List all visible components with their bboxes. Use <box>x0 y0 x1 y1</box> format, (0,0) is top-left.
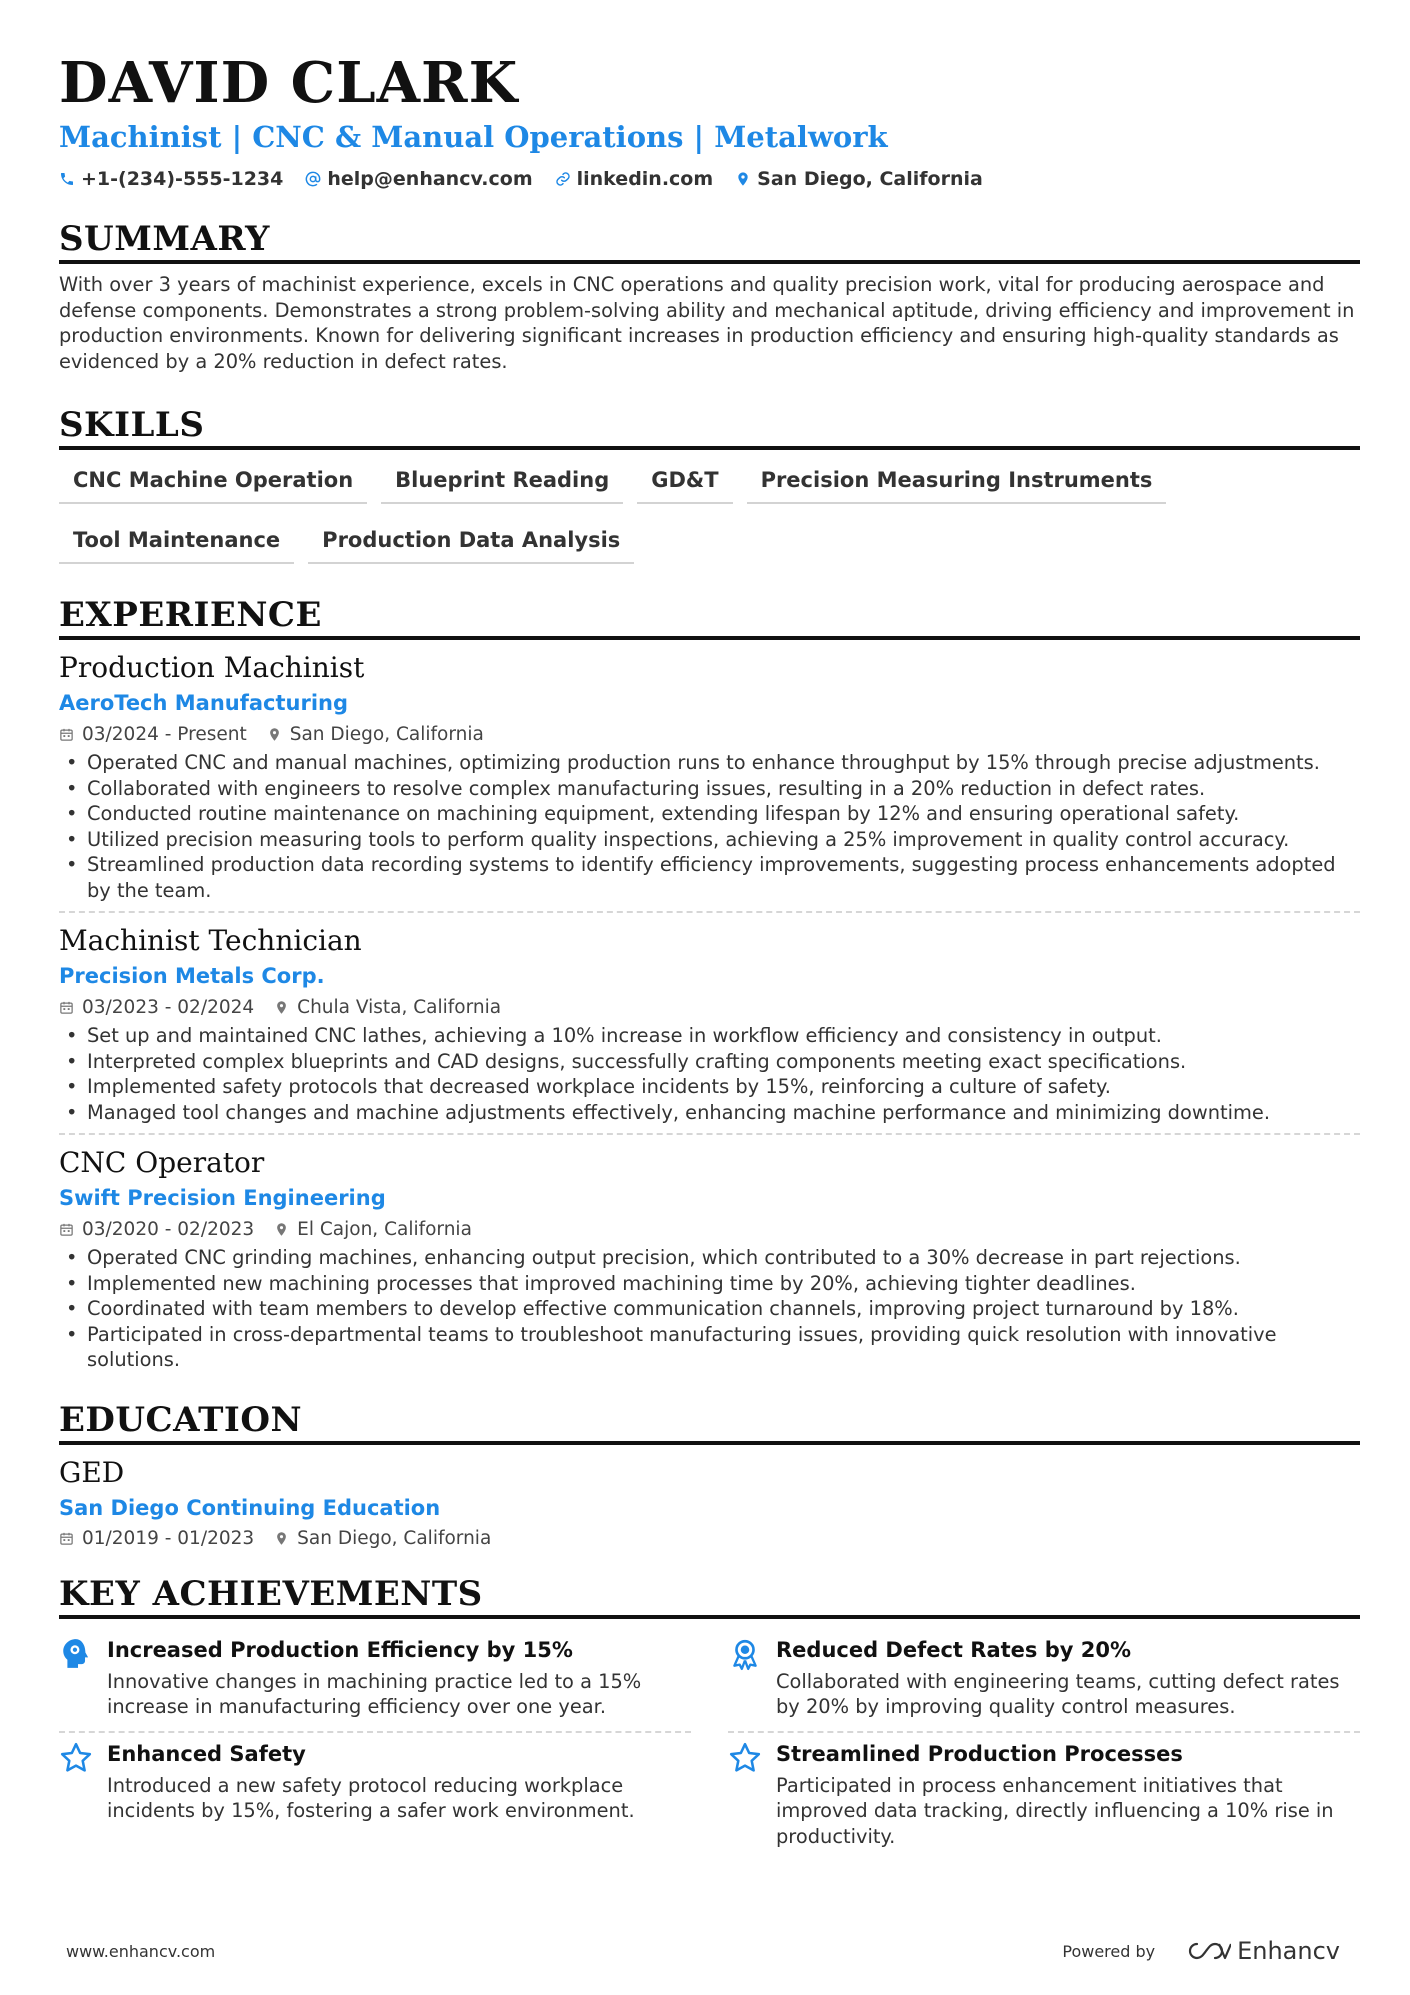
experience-section <box>59 594 1360 1381</box>
skills-list <box>59 458 1360 578</box>
bullet-item: • Interpreted complex blueprints and CAD designs, successfully crafting components meeting exact specifications. <box>59 1049 1360 1075</box>
company-name: Swift Precision Engineering <box>59 1186 386 1210</box>
headline: Machinist | CNC & Manual Operations | Metalwork <box>59 120 888 154</box>
achievement-icon-wrap <box>59 1739 107 1850</box>
award-ribbon-icon <box>728 1637 762 1671</box>
education-dates <box>59 1528 254 1549</box>
brand-name: Enhancv <box>1237 1937 1340 1965</box>
achievement-title: Streamlined Production Processes <box>776 1741 1183 1766</box>
job-meta <box>59 1217 1360 1241</box>
at-sign-icon <box>305 171 321 187</box>
achievement-title: Reduced Defect Rates by 20% <box>776 1637 1132 1662</box>
job-meta <box>59 722 1360 746</box>
star-icon <box>59 1741 93 1775</box>
job-bullets <box>59 1023 1360 1125</box>
bullet-item: • Managed tool changes and machine adjustments effectively, enhancing machine performance and minimizing downtime. <box>59 1100 1360 1126</box>
company-name: AeroTech Manufacturing <box>59 691 349 715</box>
email-text: help@enhancv.com <box>327 168 533 190</box>
skill-tag: CNC Machine Operation <box>59 458 367 504</box>
contact-email[interactable] <box>305 168 532 190</box>
achievement-body <box>776 1739 1360 1850</box>
contact-location <box>735 168 983 190</box>
link-icon <box>555 171 571 187</box>
map-pin-icon <box>267 727 282 742</box>
summary-text: With over 3 years of machinist experience, excels in CNC operations and quality precision work, vital for producing aerospace and defense components. Demonstrates a strong problem-solving ability and mechanical aptitude, driving efficiency and improvement in production environments. Known for delivering significant increases in production efficiency and ensuring high-quality standards as evidenced by a 20% reduction in defect rates. <box>59 273 1355 373</box>
contact-bar <box>59 166 1360 192</box>
experience-heading: EXPERIENCE <box>59 595 322 635</box>
job-title: CNC Operator <box>59 1146 265 1179</box>
skills-heading: SKILLS <box>59 405 205 445</box>
education-meta <box>59 1527 1360 1551</box>
header <box>59 50 1360 192</box>
bullet-item: • Streamlined production data recording systems to identify efficiency improvements, suggesting process enhancements adopted by the team. <box>59 852 1360 903</box>
calendar-icon <box>59 1000 74 1015</box>
dates-text: 03/2024 - Present <box>82 723 247 745</box>
education-location <box>274 1528 491 1549</box>
job-entry <box>59 640 1360 913</box>
job-title: Machinist Technician <box>59 924 362 957</box>
achievement-icon-wrap <box>728 1635 776 1721</box>
bullet-item: • Coordinated with team members to develop effective communication channels, improving project turnaround by 18%. <box>59 1296 1360 1322</box>
skill-tag: Production Data Analysis <box>308 518 634 564</box>
star-icon <box>728 1741 762 1775</box>
company-name: Precision Metals Corp. <box>59 964 325 988</box>
linkedin-text: linkedin.com <box>576 168 714 190</box>
job-location <box>274 1219 472 1240</box>
map-pin-icon <box>274 1222 289 1237</box>
location-text: El Cajon, California <box>297 1218 472 1240</box>
dates-text: 01/2019 - 01/2023 <box>82 1528 255 1549</box>
section-divider <box>59 260 1360 264</box>
bullet-item: • Implemented new machining processes that improved machining time by 20%, achieving tighter deadlines. <box>59 1271 1360 1297</box>
achievement-body <box>107 1635 691 1721</box>
summary-heading: SUMMARY <box>59 219 270 259</box>
achievements-grid <box>59 1629 1360 1860</box>
achievement-title: Enhanced Safety <box>107 1741 306 1766</box>
resume-content <box>59 50 1360 1859</box>
achievement-body <box>776 1635 1360 1721</box>
map-pin-icon <box>735 171 751 187</box>
achievement-item <box>728 1629 1360 1733</box>
skill-tag: Tool Maintenance <box>59 518 294 564</box>
footer <box>66 1937 1340 1965</box>
job-dates <box>59 1219 254 1240</box>
phone-icon <box>59 171 75 187</box>
bullet-item: • Set up and maintained CNC lathes, achieving a 10% increase in workflow efficiency and consistency in output. <box>59 1023 1360 1049</box>
section-divider <box>59 446 1360 450</box>
achievement-icon-wrap <box>728 1739 776 1850</box>
calendar-icon <box>59 727 74 742</box>
school-name: San Diego Continuing Education <box>59 1495 441 1520</box>
calendar-icon <box>59 1531 74 1546</box>
job-title: Production Machinist <box>59 651 365 684</box>
dates-text: 03/2020 - 02/2023 <box>82 1218 255 1240</box>
footer-website[interactable]: www.enhancv.com <box>66 1941 216 1961</box>
calendar-icon <box>59 1222 74 1237</box>
summary-section <box>59 218 1360 374</box>
contact-linkedin[interactable] <box>555 168 714 190</box>
enhancv-logo[interactable] <box>1183 1937 1340 1965</box>
job-dates <box>59 724 247 745</box>
location-text: San Diego, California <box>757 168 983 190</box>
bullet-item: • Collaborated with engineers to resolve complex manufacturing issues, resulting in a 20% reduction in defect rates. <box>59 776 1360 802</box>
education-heading: EDUCATION <box>59 1399 303 1440</box>
candidate-name: DAVID CLARK <box>59 50 519 116</box>
dates-text: 03/2023 - 02/2024 <box>82 996 255 1018</box>
achievement-desc: Introduced a new safety protocol reducing workplace incidents by 15%, fostering a safer work environment. <box>107 1773 635 1822</box>
brain-head-icon <box>59 1637 93 1671</box>
skill-tag: Blueprint Reading <box>381 458 623 504</box>
bullet-item: • Conducted routine maintenance on machining equipment, extending lifespan by 12% and ensuring operational safety. <box>59 801 1360 827</box>
bullet-item: • Participated in cross-departmental teams to troubleshoot manufacturing issues, providing quick resolution with innovative solutions. <box>59 1322 1360 1373</box>
job-location <box>267 724 484 745</box>
location-text: San Diego, California <box>297 1528 492 1549</box>
achievement-item <box>59 1733 691 1860</box>
achievement-body <box>107 1739 691 1850</box>
map-pin-icon <box>274 1000 289 1015</box>
section-divider <box>59 1615 1360 1619</box>
skill-tag: GD&T <box>637 458 732 504</box>
achievement-item <box>59 1629 691 1733</box>
bullet-item: • Operated CNC grinding machines, enhancing output precision, which contributed to a 30% decrease in part rejections. <box>59 1245 1360 1271</box>
job-entry <box>59 913 1360 1135</box>
enhancv-logo-icon <box>1183 1939 1231 1963</box>
education-entry <box>59 1445 1360 1559</box>
location-text: Chula Vista, California <box>297 996 502 1018</box>
phone-text: +1-(234)-555-1234 <box>81 168 284 190</box>
achievement-desc: Innovative changes in machining practice led to a 15% increase in manufacturing efficiency over one year. <box>107 1669 642 1718</box>
skills-section <box>59 404 1360 578</box>
job-bullets <box>59 1245 1360 1373</box>
footer-powered <box>1062 1937 1340 1965</box>
achievement-icon-wrap <box>59 1635 107 1721</box>
job-bullets <box>59 750 1360 903</box>
bullet-item: • Utilized precision measuring tools to perform quality inspections, achieving a 25% improvement in quality control accuracy. <box>59 827 1360 853</box>
achievement-title: Increased Production Efficiency by 15% <box>107 1637 573 1662</box>
skill-tag: Precision Measuring Instruments <box>747 458 1167 504</box>
job-location <box>274 997 501 1018</box>
powered-by-label: Powered by <box>1062 1941 1156 1961</box>
map-pin-icon <box>274 1531 289 1546</box>
job-dates <box>59 997 254 1018</box>
achievement-desc: Collaborated with engineering teams, cutting defect rates by 20% by improving quality control measures. <box>776 1669 1340 1718</box>
job-entry <box>59 1135 1360 1381</box>
achievements-section <box>59 1573 1360 1860</box>
location-text: San Diego, California <box>289 723 484 745</box>
achievements-heading: KEY ACHIEVEMENTS <box>59 1573 483 1614</box>
achievement-item <box>728 1733 1360 1860</box>
achievement-desc: Participated in process enhancement initiatives that improved data tracking, directly influencing a 10% rise in productivity. <box>776 1773 1334 1848</box>
job-meta <box>59 995 1360 1019</box>
bullet-item: • Operated CNC and manual machines, optimizing production runs to enhance throughput by 15% through precise adjustments. <box>59 750 1360 776</box>
contact-phone[interactable] <box>59 168 283 190</box>
bullet-item: • Implemented safety protocols that decreased workplace incidents by 15%, reinforcing a culture of safety. <box>59 1074 1360 1100</box>
education-section <box>59 1399 1360 1559</box>
degree: GED <box>59 1455 125 1489</box>
